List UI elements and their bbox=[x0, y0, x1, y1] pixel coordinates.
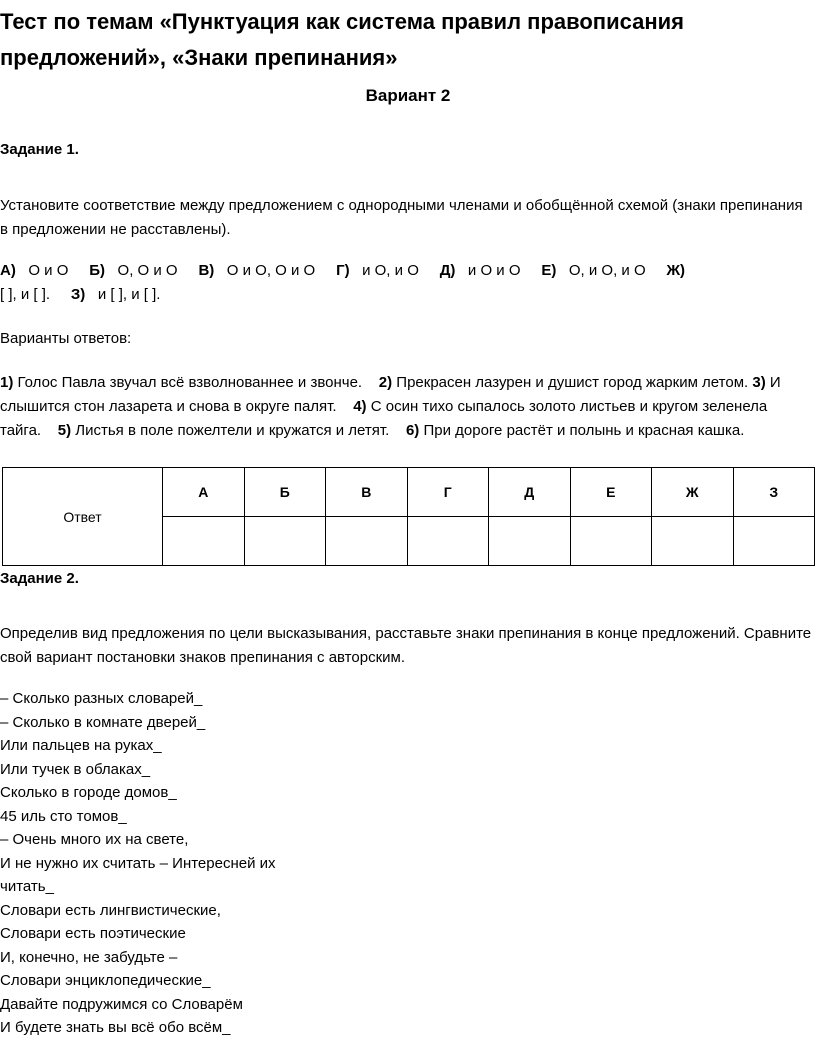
poem-line: 45 иль сто томов_ bbox=[0, 807, 127, 825]
sentence-text: Прекрасен лазурен и душист город жарким летом. bbox=[396, 374, 749, 391]
poem-line: И, конечно, не забудьте – bbox=[0, 948, 178, 966]
poem-line: Или тучек в облаках_ bbox=[0, 760, 151, 778]
option-label: Д) bbox=[439, 262, 456, 279]
answer-cell-zh[interactable] bbox=[652, 517, 734, 566]
task2-heading: Задание 2. bbox=[0, 570, 79, 587]
sentence-number: 4) bbox=[353, 398, 367, 415]
column-header-zh: Ж bbox=[652, 468, 734, 517]
poem-line: – Очень много их на свете, bbox=[0, 831, 189, 848]
answer-cell-g[interactable] bbox=[407, 517, 489, 566]
sentence-text: Листья в поле пожелтели и кружатся и летят. bbox=[75, 422, 390, 439]
option-scheme: [ ], и [ ]. bbox=[0, 286, 51, 303]
document-title: Тест по темам «Пунктуация как система правил правописания предложений», «Знаки препинания» bbox=[0, 9, 685, 70]
sentence-number: 6) bbox=[405, 422, 420, 439]
column-header-a: А bbox=[163, 468, 245, 517]
poem-line: – Сколько разных словарей_ bbox=[0, 690, 203, 707]
poem bbox=[0, 687, 276, 1040]
option-label: А) bbox=[0, 262, 16, 279]
poem-line: Словари есть лингвистические, bbox=[0, 901, 221, 919]
sentence-number: 5) bbox=[57, 422, 72, 439]
sentence-number: 2) bbox=[378, 374, 393, 391]
column-header-v: В bbox=[326, 468, 408, 517]
variant-heading: Вариант 2 bbox=[365, 86, 451, 105]
answer-cell-e[interactable] bbox=[570, 517, 652, 566]
sentence-text: При дороге растёт и полынь и красная кашка. bbox=[423, 422, 745, 439]
option-scheme: О, О и О bbox=[117, 262, 178, 279]
option-scheme: О, и О, и О bbox=[568, 262, 646, 279]
option-label: Б) bbox=[89, 262, 106, 279]
option-scheme: О и О, О и О bbox=[226, 262, 316, 279]
answer-cell-v[interactable] bbox=[326, 517, 408, 566]
option-scheme: О и О bbox=[28, 262, 69, 279]
option-label: Ж) bbox=[666, 262, 686, 279]
option-scheme: и [ ], и [ ]. bbox=[97, 286, 161, 303]
task2-instruction: Определив вид предложения по цели высказывания, расставьте знаки препинания в конце предложений. Сравните свой вариант постановки знаков препинания с авторским. bbox=[0, 625, 812, 666]
column-header-e: Е bbox=[570, 468, 652, 517]
column-header-b: Б bbox=[244, 468, 326, 517]
option-label: В) bbox=[198, 262, 215, 279]
answer-sentences bbox=[0, 371, 816, 443]
poem-line: Словари энциклопедические_ bbox=[0, 972, 211, 989]
poem-line: Словари есть поэтические bbox=[0, 925, 186, 942]
option-scheme: и О и О bbox=[467, 262, 521, 279]
option-scheme: и О, и О bbox=[362, 262, 419, 279]
answer-cell-a[interactable] bbox=[163, 517, 245, 566]
column-header-g: Г bbox=[407, 468, 489, 517]
sentence-text: Голос Павла звучал всё взволнованнее и звонче. bbox=[17, 374, 363, 391]
poem-line: Или пальцев на руках_ bbox=[0, 737, 162, 754]
column-header-z: З bbox=[733, 468, 815, 517]
sentence-number: 3) bbox=[752, 374, 766, 391]
scheme-options-line2 bbox=[0, 286, 160, 303]
scheme-options-line1 bbox=[0, 262, 685, 279]
answer-cell-z[interactable] bbox=[733, 517, 815, 566]
poem-line: читать_ bbox=[0, 878, 54, 895]
answer-cell-b[interactable] bbox=[244, 517, 326, 566]
option-label: Е) bbox=[541, 262, 557, 279]
poem-line: – Сколько в комнате дверей_ bbox=[0, 713, 206, 731]
answer-cell-d[interactable] bbox=[489, 517, 571, 566]
sentence-text: И слышится стон лазарета и снова в округе палят. bbox=[0, 374, 781, 415]
poem-line: И будете знать вы всё обо всём_ bbox=[0, 1019, 231, 1036]
column-header-d: Д bbox=[489, 468, 571, 517]
poem-line: И не нужно их считать – Интересней их bbox=[0, 854, 276, 872]
sentence-number: 1) bbox=[0, 374, 14, 391]
answer-row-label: Ответ bbox=[3, 468, 163, 566]
poem-line: Давайте подружимся со Словарём bbox=[0, 995, 243, 1013]
answers-heading: Варианты ответов: bbox=[0, 330, 132, 347]
task1-instruction: Установите соответствие между предложением с однородными членами и обобщённой схемой (знаки препинания в предложении не расставлены). bbox=[0, 197, 803, 238]
sentence-text: С осин тихо сыпалось золото листьев и кругом зеленела тайга. bbox=[0, 398, 768, 439]
answer-table bbox=[2, 467, 815, 566]
task1-heading: Задание 1. bbox=[0, 141, 79, 158]
poem-line: Сколько в городе домов_ bbox=[0, 784, 177, 801]
option-label: З) bbox=[70, 286, 86, 303]
option-label: Г) bbox=[336, 262, 350, 279]
